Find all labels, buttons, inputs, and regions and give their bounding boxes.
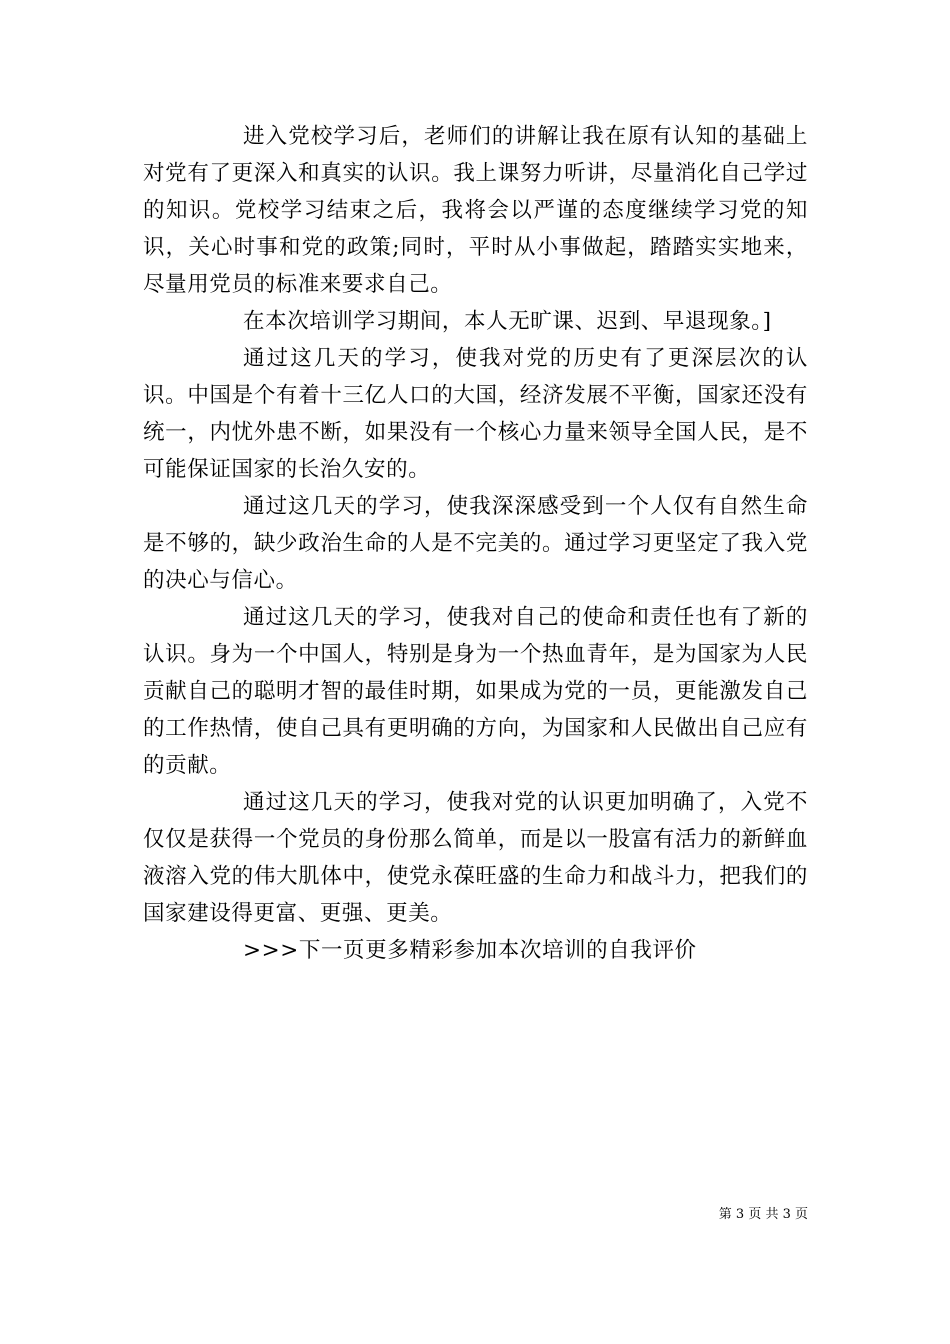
paragraph-political-life: 通过这几天的学习，使我深深感受到一个人仅有自然生命是不够的，缺少政治生命的人是不完美的。通过学习更坚定了我入党的决心与信心。: [143, 494, 808, 593]
paragraph-attendance: 在本次培训学习期间，本人无旷课、迟到、早退现象。]: [243, 309, 772, 334]
paragraph-party-understanding: 通过这几天的学习，使我对党的认识更加明确了，入党不仅仅是获得一个党员的身份那么简单，而是以一股富有活力的新鲜血液溶入党的伟大肌体中，使党永葆旺盛的生命力和战斗力，把我们的国家建设得更富、更强、更美。: [143, 790, 808, 926]
paragraph-party-history: 通过这几天的学习，使我对党的历史有了更深层次的认识。中国是个有着十三亿人口的大国，经济发展不平衡，国家还没有统一，内忧外患不断，如果没有一个核心力量来领导全国人民，是不可能保证国家的长治久安的。: [143, 346, 808, 482]
paragraph-mission-responsibility: 通过这几天的学习，使我对自己的使命和责任也有了新的认识。身为一个中国人，特别是身为一个热血青年，是为国家为人民贡献自己的聪明才智的最佳时期，如果成为党的一员，更能激发自己的工作热情，使自己具有更明确的方向，为国家和人民做出自己应有的贡献。: [143, 605, 808, 778]
document-body: [143, 118, 808, 969]
page-number-footer: 第 3 页 共 3 页: [718, 1207, 808, 1222]
next-page-link[interactable]: >>>下一页更多精彩参加本次培训的自我评价: [243, 938, 697, 963]
paragraph-party-school-study: 进入党校学习后，老师们的讲解让我在原有认知的基础上对党有了更深入和真实的认识。我上课努力听讲，尽量消化自己学过的知识。党校学习结束之后，我将会以严谨的态度继续学习党的知识，关心时事和党的政策;同时，平时从小事做起，踏踏实实地来，尽量用党员的标准来要求自己。: [143, 124, 808, 297]
